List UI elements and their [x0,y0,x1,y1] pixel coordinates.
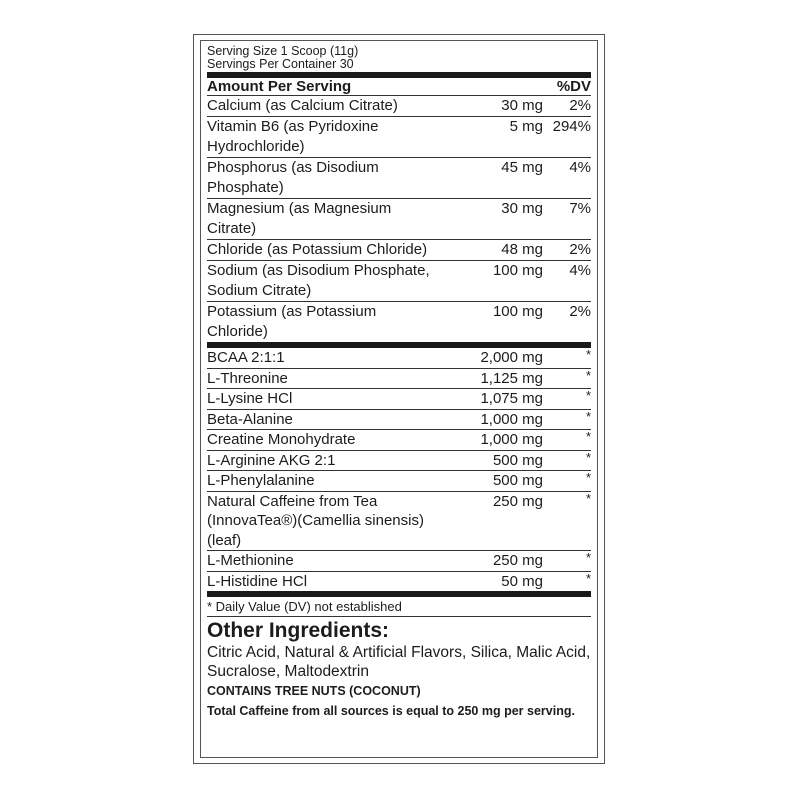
allergen-statement: CONTAINS TREE NUTS (COCONUT) [207,684,421,698]
ingredient-amount: 1,000 mg [480,410,543,428]
nutrient-amount: 30 mg [501,97,543,114]
divider-thin [207,616,591,617]
nutrient-name: Phosphorus (as Disodium Phosphate) [207,159,379,196]
ingredient-amount: 2,000 mg [480,349,543,366]
supplement-facts-label [200,40,598,758]
ingredient-amount: 500 mg [492,472,543,489]
ingredient-amount: 250 mg [492,492,543,510]
ingredient-row [207,430,591,451]
ingredient-amount: 50 mg [501,572,543,590]
ingredient-name: L-Lysine HCl [207,390,293,407]
dv-footnote: * Daily Value (DV) not established [207,599,402,614]
nutrient-dv: 2% [569,241,591,258]
nutrient-dv: 2% [569,303,591,320]
ingredient-name: Creatine Monohydrate [207,431,356,448]
ingredient-row [207,551,591,572]
nutrient-amount: 100 mg [492,262,543,279]
ingredient-dv: * [585,471,591,485]
nutrient-amount: 5 mg [509,118,543,135]
nutrient-row [207,117,591,158]
ingredient-name: Beta-Alanine [207,410,293,428]
ingredient-dv: * [585,409,591,424]
ingredient-amount: 250 mg [492,552,543,569]
ingredient-dv: * [585,571,591,586]
ingredient-row [207,389,591,410]
ingredient-name: L-Methionine [207,552,294,569]
ingredient-amount: 1,125 mg [480,369,543,387]
servings-per-container: Servings Per Container 30 [207,57,354,71]
nutrient-row [207,261,591,302]
ingredient-dv: * [585,450,591,465]
caffeine-statement: Total Caffeine from all sources is equal to 250 mg per serving. [207,704,575,718]
nutrient-name: Vitamin B6 (as Pyridoxine Hydrochloride) [207,118,379,155]
nutrient-amount: 48 mg [501,241,543,258]
ingredient-row [207,451,591,472]
nutrient-dv: 7% [569,200,591,217]
ingredient-dv: * [585,430,591,444]
ingredient-row [207,369,591,390]
ingredient-amount: 500 mg [492,451,543,469]
ingredient-row [207,492,591,552]
nutrient-dv: 2% [569,97,591,114]
nutrient-row [207,199,591,240]
ingredient-amount: 1,075 mg [480,390,543,407]
ingredient-name: L-Phenylalanine [207,472,315,489]
ingredient-name: BCAA 2:1:1 [207,349,285,366]
nutrient-name: Calcium (as Calcium Citrate) [207,97,398,114]
ingredient-amount: 1,000 mg [480,431,543,448]
amino-section [207,348,591,591]
ingredient-name: L-Arginine AKG 2:1 [207,451,336,469]
ingredient-row [207,572,591,592]
minerals-section [207,96,591,342]
nutrient-dv: 294% [552,118,591,135]
ingredient-dv: * [585,389,591,403]
nutrient-dv: 4% [569,159,591,176]
serving-size: Serving Size 1 Scoop (11g) [207,44,359,58]
divider-thick [207,591,591,597]
ingredient-dv: * [585,551,591,565]
nutrient-name: Sodium (as Disodium Phosphate, Sodium Citrate) [207,262,430,299]
nutrient-row [207,240,591,261]
ingredient-name: L-Threonine [207,369,288,387]
nutrient-row [207,96,591,117]
amount-header [207,78,591,96]
ingredient-name: Natural Caffeine from Tea (InnovaTea®)(Camellia sinensis) (leaf) [207,492,424,549]
other-ingredients-text: Citric Acid, Natural & Artificial Flavors, Silica, Malic Acid, Sucralose, Maltodextrin [207,644,591,680]
nutrient-name: Chloride (as Potassium Chloride) [207,241,428,258]
nutrient-amount: 30 mg [501,200,543,217]
nutrient-amount: 100 mg [492,303,543,320]
nutrient-name: Potassium (as Potassium Chloride) [207,303,377,340]
nutrient-row [207,158,591,199]
nutrient-amount: 45 mg [501,159,543,176]
ingredient-dv: * [585,348,591,362]
amount-per-serving-heading: Amount Per Serving [207,78,352,95]
nutrient-name: Magnesium (as Magnesium Citrate) [207,200,392,237]
dv-heading: %DV [556,78,591,95]
ingredient-dv: * [585,491,591,506]
ingredient-row [207,348,591,369]
nutrient-dv: 4% [569,262,591,279]
ingredient-row [207,471,591,492]
nutrient-row [207,302,591,342]
other-ingredients-heading: Other Ingredients: [207,619,390,642]
ingredient-row [207,410,591,431]
ingredient-dv: * [585,368,591,383]
ingredient-name: L-Histidine HCl [207,572,308,590]
